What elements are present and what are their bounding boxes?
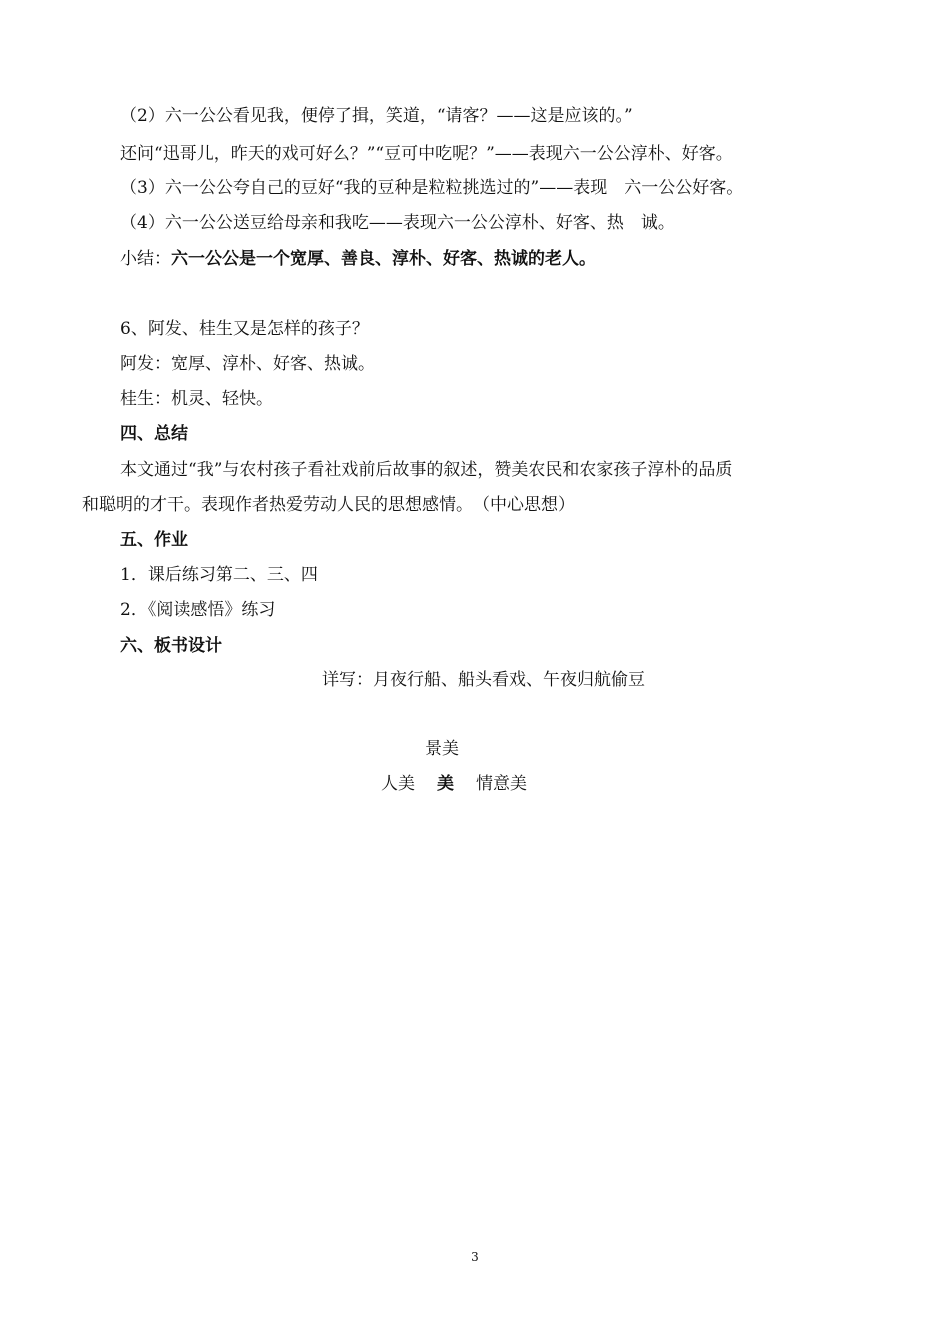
paragraph-line: 和聪明的才干。表现作者热爱劳动人民的思想感情。 （中心思想）	[82, 495, 575, 515]
section-heading: 四、总结	[120, 424, 188, 444]
summary-bold: 六一公公是一个宽厚、善良、淳朴、好客、热诚的老人。	[171, 249, 596, 269]
board-center: 美	[437, 774, 454, 794]
board-line: 详写：月夜行船、船头看戏、午夜归航偷豆	[322, 670, 645, 690]
text-line: （4）六一公公送豆给母亲和我吃——表现六一公公淳朴、好客、热 诚。	[120, 213, 675, 233]
board-line	[381, 773, 527, 795]
page-number: 3	[471, 1250, 479, 1264]
board-item: 人美	[381, 774, 415, 794]
text-line: 还问“迅哥儿，昨天的戏可好么？”“豆可中吃呢？”——表现六一公公淳朴、好客。	[120, 144, 733, 164]
section-heading: 五、作业	[120, 530, 188, 550]
text-line: 阿发：宽厚、淳朴、好客、热诚。	[120, 354, 375, 374]
text-line: 桂生：机灵、轻快。	[120, 389, 273, 409]
list-item: 1．课后练习第二、三、四	[120, 565, 318, 585]
list-item: 2．《阅读感悟》练习	[120, 600, 276, 620]
text-line: （2）六一公公看见我，便停了揖，笑道，“请客？——这是应该的。”	[120, 106, 633, 126]
summary-line	[120, 248, 596, 270]
text-line: （3）六一公公夸自己的豆好“我的豆种是粒粒挑选过的”——表现 六一公公好客。	[120, 178, 744, 198]
board-line: 景美	[425, 739, 459, 759]
question-line: 6、阿发、桂生又是怎样的孩子？	[120, 319, 369, 339]
section-heading: 六、板书设计	[120, 636, 222, 656]
board-item: 情意美	[476, 774, 527, 794]
summary-label: 小结：	[120, 249, 171, 269]
paragraph-line: 本文通过“我”与农村孩子看社戏前后故事的叙述，赞美农民和农家孩子淳朴的品质	[120, 460, 733, 480]
